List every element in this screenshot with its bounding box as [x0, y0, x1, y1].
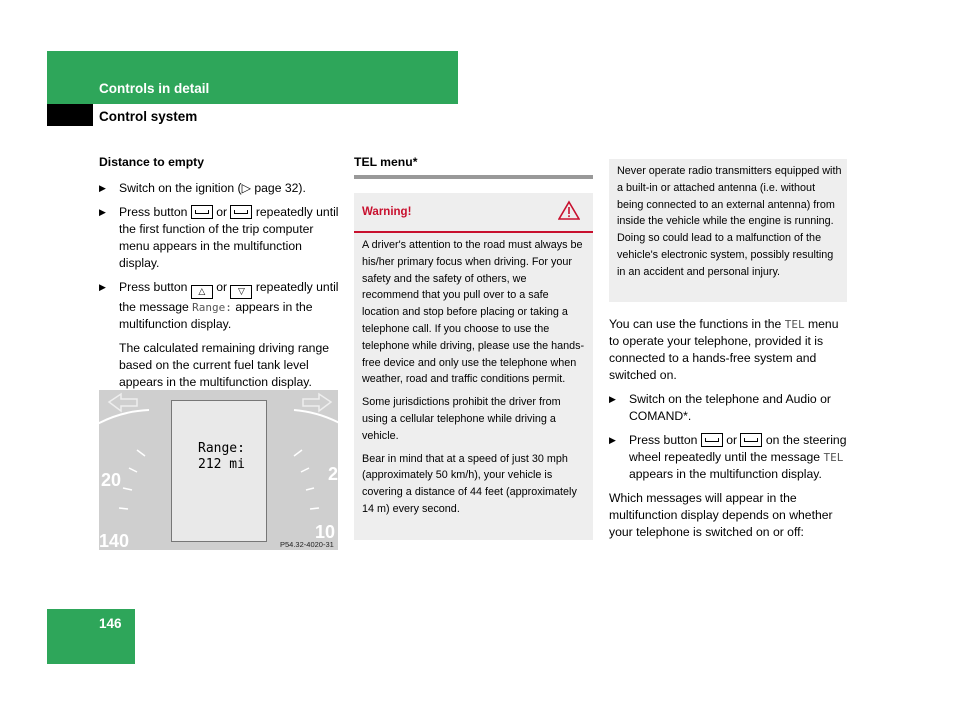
divider [354, 175, 593, 179]
figure-code: P54.32-4020-31 [280, 540, 334, 549]
list-item: ▶ Press button or on the steering wheel repeatedly until the message TEL appears in the multifunction display. [609, 433, 847, 481]
list-item: ▶ Switch on the ignition (▷ page 32). [99, 181, 306, 195]
bullet-icon: ▶ [609, 435, 616, 445]
page-number: 146 [99, 616, 122, 631]
gauge-label: 10 [315, 522, 336, 542]
warning-title: Warning! [362, 206, 412, 218]
column-distance-to-empty [99, 154, 339, 398]
paragraph: The calculated remaining driving range based on the current fuel tank level appears in the multifunction display. [119, 341, 330, 389]
menu-next-button-icon [701, 433, 723, 447]
column-tel-instructions [609, 316, 849, 548]
warning-paragraph: Some jurisdictions prohibit the driver from using a cellular telephone while driving a vehicle. [362, 396, 561, 442]
warning-paragraph: Bear in mind that at a speed of just 30 mph (approximately 50 km/h), your vehicle is covering a distance of 44 feet (approximately 14 m) every second. [362, 452, 577, 515]
heading-tel-menu: TEL menu* [354, 155, 418, 169]
bullet-icon: ▶ [609, 394, 616, 404]
arrow-up-button-icon: △ [191, 285, 213, 299]
subsection-title: Control system [99, 109, 198, 124]
display-text: Range: 212 mi [198, 441, 245, 472]
bullet-icon: ▶ [99, 207, 106, 217]
arrow-down-button-icon: ▽ [230, 285, 252, 299]
gauge-label: 140 [99, 531, 130, 550]
list-item: ▶ Press button or repeatedly until the first function of the trip computer menu appears in the multifunction display. [99, 205, 339, 270]
gauge-label: 2 [328, 464, 338, 484]
paragraph: You can use the functions in the TEL menu to operate your telephone, provided it is connected to a hands-free system and switched on. [609, 317, 839, 382]
heading-distance-to-empty: Distance to empty [99, 155, 204, 169]
paragraph: Which messages will appear in the multifunction display depends on whether your telephone is switched on or off: [609, 491, 833, 539]
display-message-code: Range: [192, 301, 232, 314]
bullet-icon: ▶ [99, 183, 106, 193]
display-message-code: TEL [823, 451, 844, 464]
caution-note-text: Never operate radio transmitters equipped with a built-in or attached antenna (i.e. without being connected to an external antenna) from inside the vehicle while the engine is running. Doing so could lead to a malfunction of the vehicle's electronic system, possibly resulting in an accident and personal injury. [617, 165, 842, 278]
list-item: ▶ Switch on the telephone and Audio or COMAND*. [609, 392, 831, 423]
instrument-cluster-figure [99, 390, 338, 550]
menu-next-button-icon [191, 205, 213, 219]
display-message-code: TEL [784, 318, 805, 331]
multifunction-display [171, 400, 267, 542]
warning-triangle-icon [558, 200, 580, 225]
menu-prev-button-icon [740, 433, 762, 447]
menu-prev-button-icon [230, 205, 252, 219]
gauge-label: 20 [101, 470, 122, 490]
warning-paragraph: A driver's attention to the road must always be his/her primary focus when driving. For your safety and the safety of others, we recommend that you pull over to a safe location and stop before placing or taking a telephone call. If you choose to use the telephone while driving, please use the hands-free device and only use the telephone when weather, road and traffic conditions permit. [362, 239, 585, 386]
header-marker [47, 104, 93, 126]
bullet-icon: ▶ [99, 282, 106, 292]
section-title: Controls in detail [99, 81, 210, 96]
warning-body [362, 237, 586, 524]
list-item: ▶ Press button △ or ▽ repeatedly until the message Range: appears in the multifunction display. [99, 280, 339, 331]
